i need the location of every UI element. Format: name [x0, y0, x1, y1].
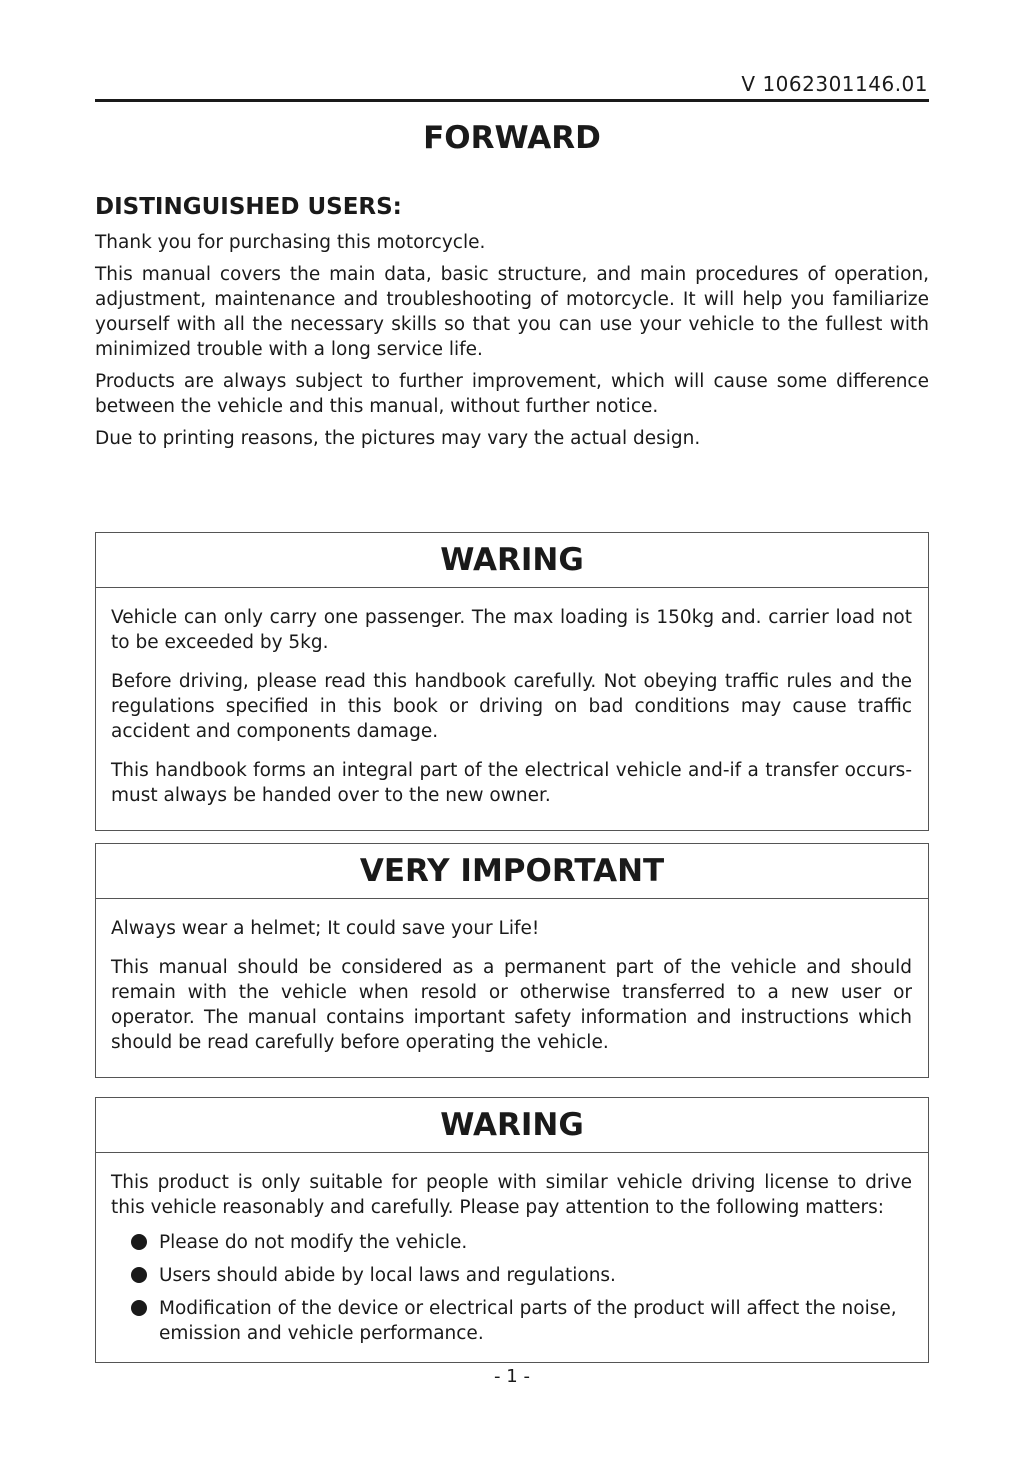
box-paragraph: This handbook forms an integral part of the electrical vehicle and-if a transfer occurs-must always be handed over to the new owner. [111, 760, 912, 806]
box-title: WARING [96, 1098, 928, 1153]
intro-paragraph: Due to printing reasons, the pictures may vary the actual design. [95, 428, 701, 449]
intro-paragraph: Products are always subject to further improvement, which will cause some difference between the vehicle and this manual, without further notice. [95, 371, 929, 417]
box-title: VERY IMPORTANT [96, 844, 928, 899]
box-paragraph: This product is only suitable for people with similar vehicle driving license to drive this vehicle reasonably and carefully. Please pay attention to the following matters: [111, 1172, 912, 1218]
box-body [96, 899, 928, 1077]
bullet-icon [131, 1234, 147, 1250]
bullet-icon [131, 1267, 147, 1283]
list-item [131, 1230, 912, 1255]
bullet-icon [131, 1300, 147, 1316]
page-number: - 1 - [494, 1366, 530, 1387]
bullet-list [111, 1230, 912, 1346]
list-item-text: Modification of the device or electrical parts of the product will affect the noise, emission and vehicle performance. [159, 1298, 897, 1344]
list-item [131, 1296, 912, 1346]
list-item-text: Users should abide by local laws and regulations. [159, 1265, 616, 1286]
page-title: FORWARD [423, 120, 601, 156]
box-title: WARING [96, 533, 928, 588]
box-body [96, 1153, 928, 1362]
box-paragraph: Always wear a helmet; It could save your Life! [111, 918, 540, 939]
box-paragraph: This manual should be considered as a permanent part of the vehicle and should remain with the vehicle when resold or otherwise transferred to a new user or operator. The manual contains important safety information and instructions which should be read carefully before operating the vehicle. [111, 957, 912, 1053]
warning-box-1 [95, 532, 929, 831]
box-body [96, 588, 928, 830]
intro-section [95, 194, 929, 458]
list-item-text: Please do not modify the vehicle. [159, 1232, 468, 1253]
box-paragraph: Vehicle can only carry one passenger. The max loading is 150kg and. carrier load not to be exceeded by 5kg. [111, 607, 912, 653]
important-box [95, 843, 929, 1078]
intro-paragraph: This manual covers the main data, basic structure, and main procedures of operation, adjustment, maintenance and troubleshooting of motorcycle. It will help you familiarize yourself with all the necessary skills so that you can use your vehicle to the fullest with minimized trouble with a long service life. [95, 264, 929, 360]
intro-paragraph: Thank you for purchasing this motorcycle. [95, 232, 486, 253]
box-paragraph: Before driving, please read this handbook carefully. Not obeying traffic rules and the regulations specified in this book or driving on bad conditions may cause traffic accident and components damage. [111, 671, 912, 742]
document-id: V 1062301146.01 [741, 72, 928, 96]
list-item [131, 1263, 912, 1288]
intro-heading: DISTINGUISHED USERS: [95, 194, 402, 220]
warning-box-2 [95, 1097, 929, 1363]
header-divider [95, 99, 929, 102]
